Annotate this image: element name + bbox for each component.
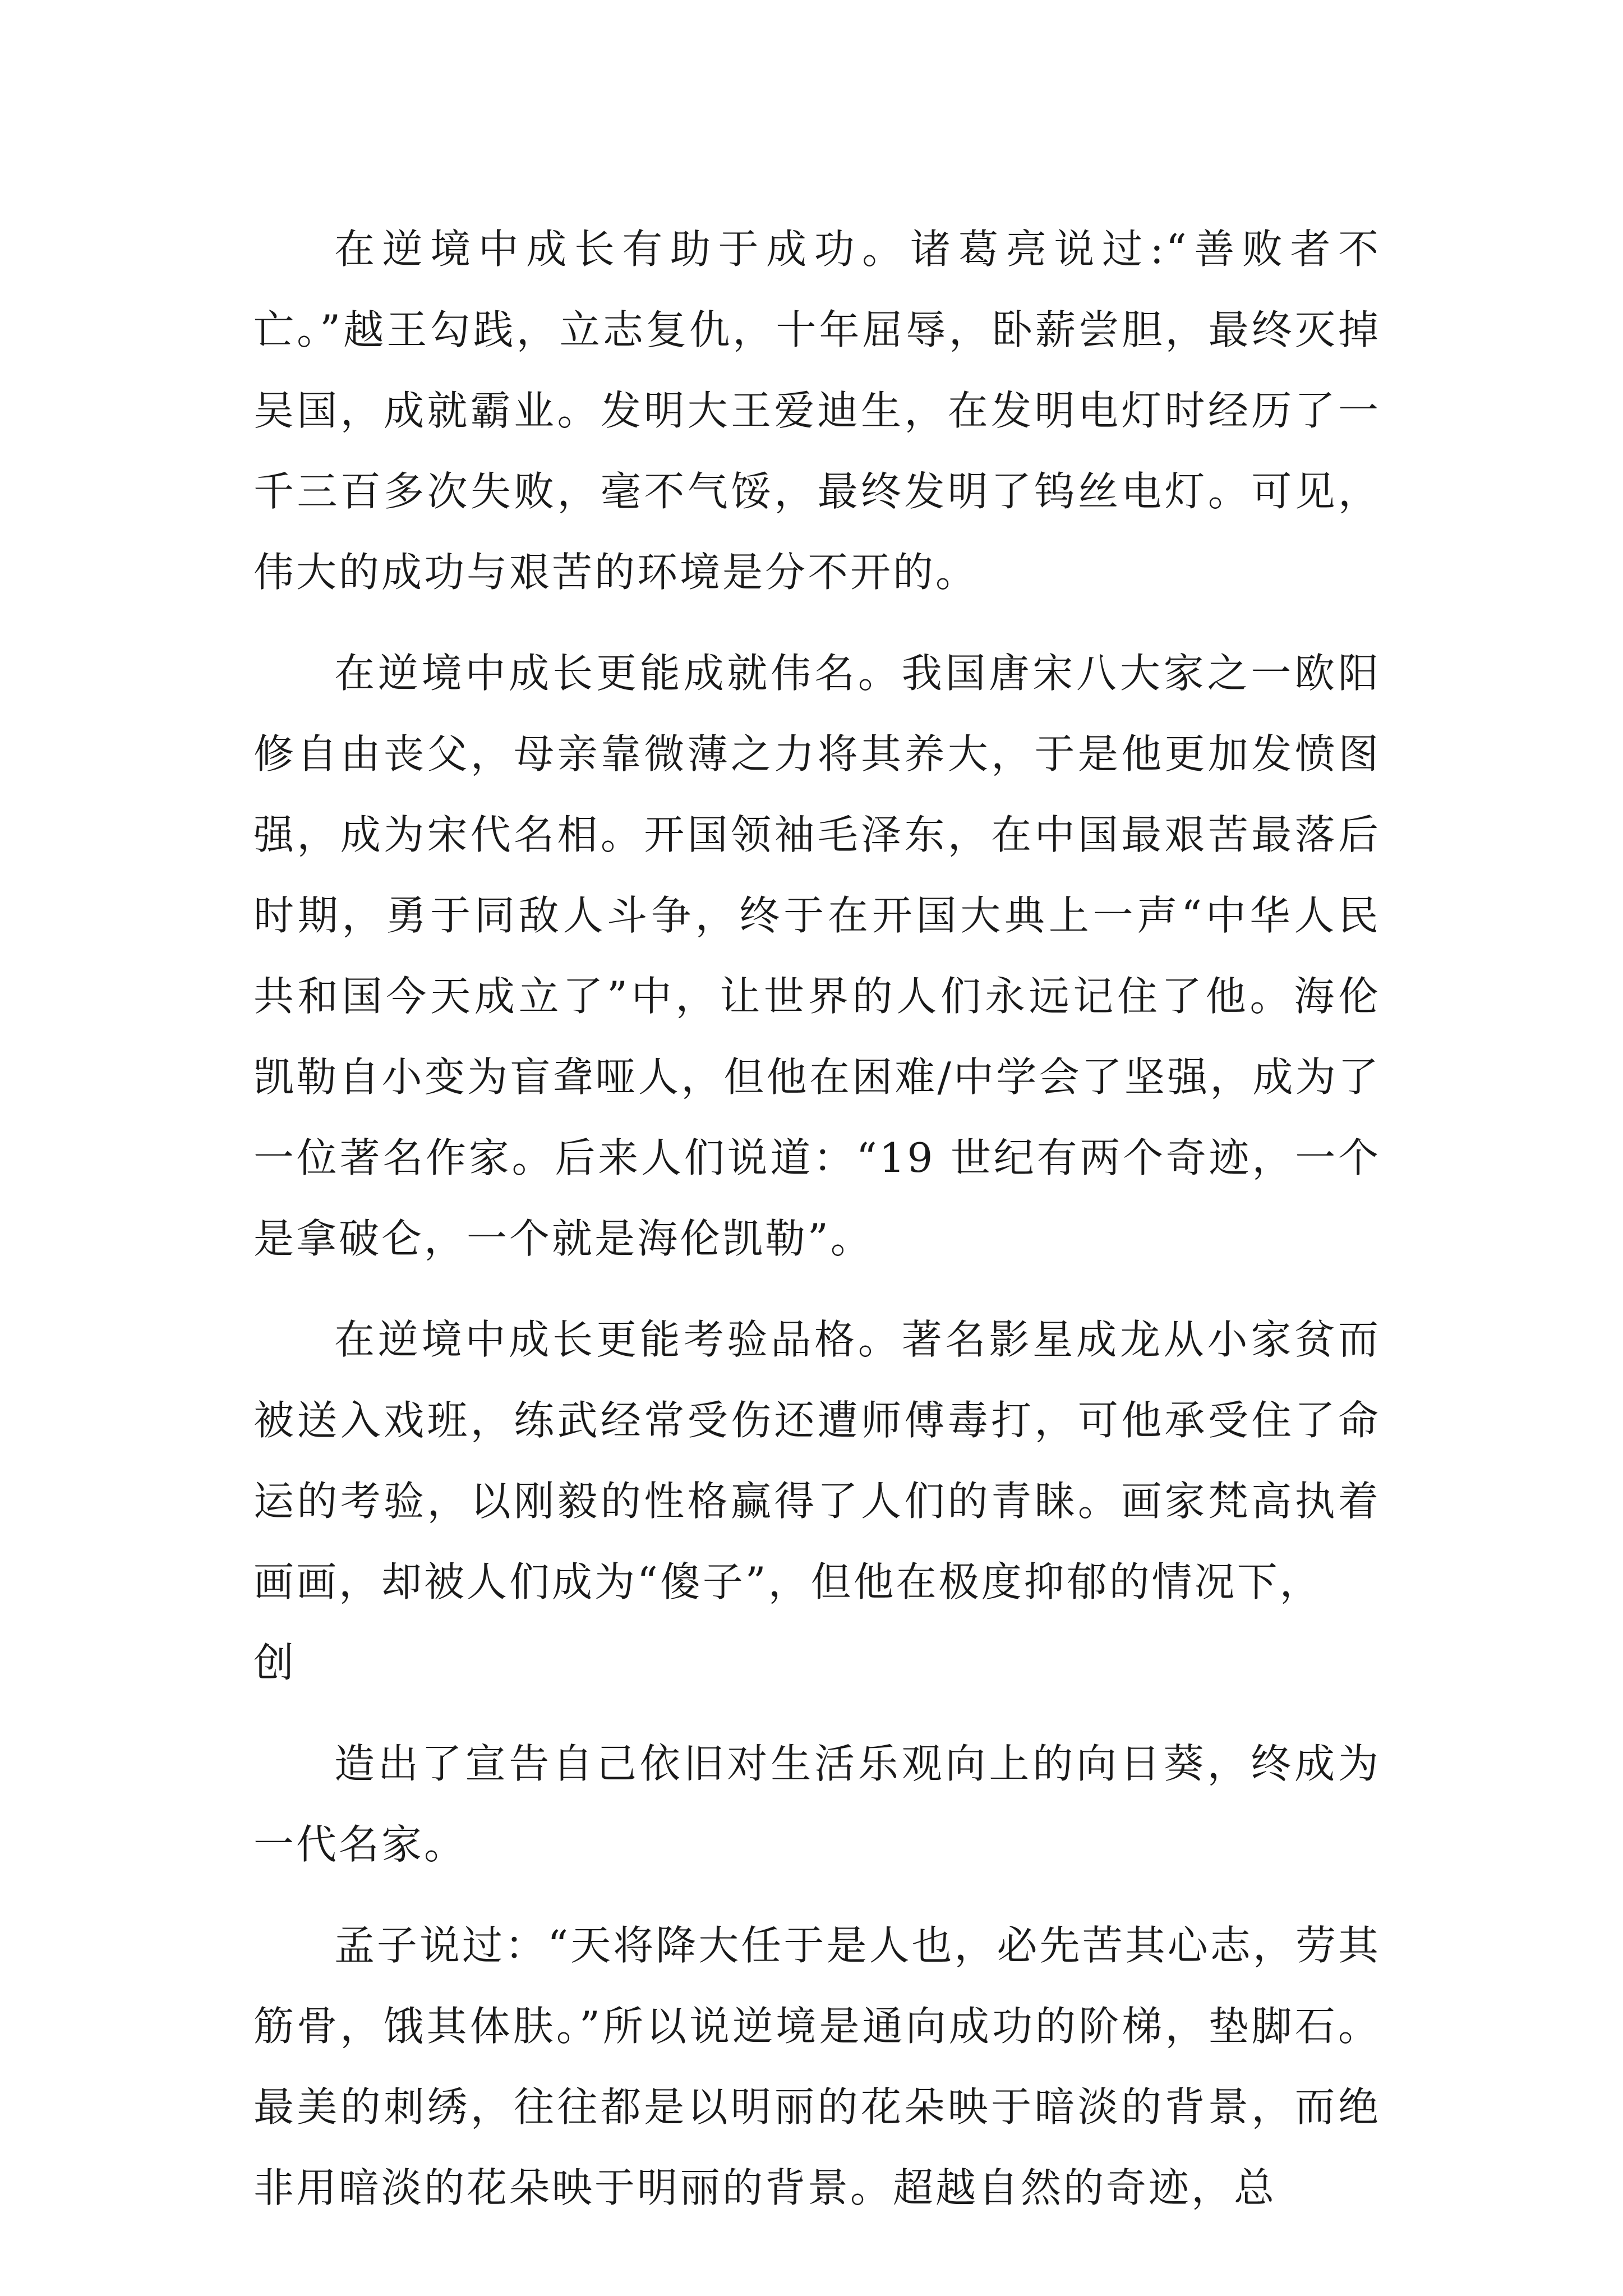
document-body bbox=[253, 209, 1381, 2228]
paragraph-gap bbox=[253, 613, 1381, 633]
paragraph-adversity-character: 在逆境中成长更能考验品格。著名影星成龙从小家贫而被送入戏班，练武经常受伤还遭师傅毒打，可他承受住了命运的考验，以刚毅的性格赢得了人们的青睐。画家梵高执着画画，却被人们成为“傻子”，但他在极度抑郁的情况下， bbox=[253, 1316, 1381, 1605]
paragraph-gap bbox=[253, 1279, 1381, 1299]
paragraph-gap bbox=[253, 1885, 1381, 1905]
paragraph-sunflower: 造出了宣告自己依旧对生活乐观向上的向日葵，终成为一代名家。 bbox=[253, 1740, 1381, 1868]
paragraph-adversity-success: 在逆境中成长有助于成功。诸葛亮说过:“善败者不亡。”越王勾践，立志复仇，十年屈辱，卧薪尝胆，最终灭掉吴国，成就霸业。发明大王爱迪生，在发明电灯时经历了一千三百多次失败，毫不气馁，最终发明了钨丝电灯。可见，伟大的成功与艰苦的环境是分不开的。 bbox=[253, 226, 1381, 596]
paragraph-fragment: 创 bbox=[253, 1639, 297, 1686]
paragraph-mencius: 孟子说过：“天将降大任于是人也，必先苦其心志，劳其筋骨，饿其体肤。”所以说逆境是通向成功的阶梯，垫脚石。最美的刺绣，往往都是以明丽的花朵映于暗淡的背景，而绝非用暗淡的花朵映于明丽的背景。超越自然的奇迹，总 bbox=[253, 1922, 1381, 2211]
paragraph-gap bbox=[253, 1703, 1381, 1723]
paragraph-adversity-fame: 在逆境中成长更能成就伟名。我国唐宋八大家之一欧阳修自由丧父，母亲靠微薄之力将其养大，于是他更加发愤图强，成为宋代名相。开国领袖毛泽东，在中国最艰苦最落后时期，勇于同敌人斗争，终于在开国大典上一声“中华人民共和国今天成立了”中，让世界的人们永远记住了他。海伦凯勒自小变为盲聋哑人，但他在困难/中学会了坚强，成为了一位著名作家。后来人们说道：“19 世纪有两个奇迹，一个是拿破仑，一个就是海伦凯勒”。 bbox=[253, 650, 1381, 1262]
